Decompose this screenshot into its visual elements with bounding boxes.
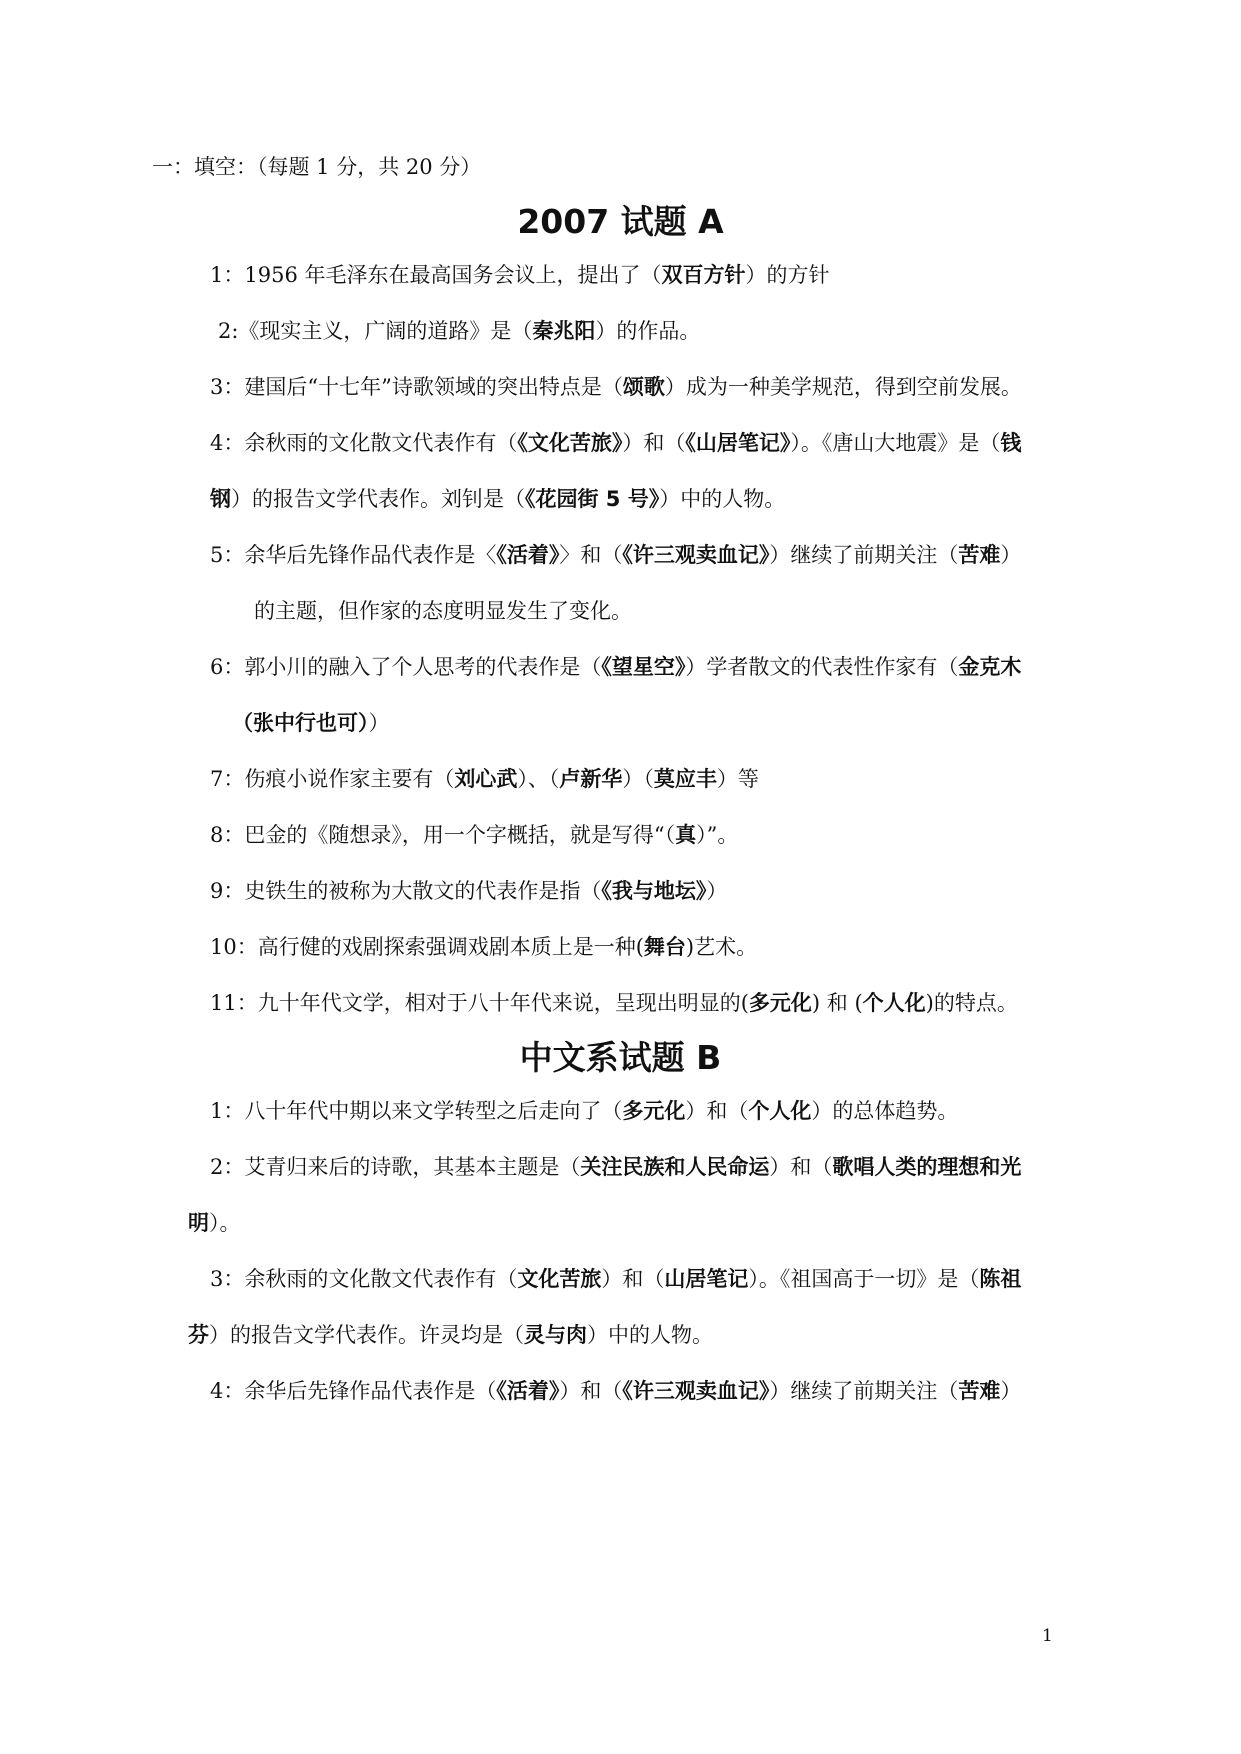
question-line: [210, 652, 1021, 682]
question-line: [188, 1208, 241, 1238]
answer-text: 文化苦旅: [517, 1267, 602, 1291]
question-text: ）学者散文的代表性作家有（: [685, 655, 959, 679]
question-text: 10：高行健的戏剧探索强调戏剧本质上是一种(: [210, 935, 644, 959]
question-text: 的主题，但作家的态度明显发生了变化。: [254, 599, 632, 623]
answer-text: 陈祖: [979, 1267, 1022, 1291]
answer-text: 灵与肉: [524, 1323, 587, 1347]
answer-text: 《山居笔记》: [685, 431, 791, 455]
answer-text: 秦兆阳: [532, 319, 596, 343]
answer-text: 莫应丰: [653, 767, 717, 791]
question-line: [210, 1096, 958, 1126]
question-text: ）。: [209, 1211, 241, 1235]
question-text: 8：巴金的《随想录》，用一个字概括，就是写得“（: [210, 823, 676, 847]
question-line: [218, 316, 700, 346]
question-text: ) 和 (: [811, 991, 863, 1015]
answer-text: 舞台: [643, 935, 686, 959]
question-text: ）的报告文学代表作。许灵均是（: [209, 1323, 524, 1347]
question-text: 7：伤痕小说作家主要有（: [210, 767, 455, 791]
question-text: ）和（: [769, 1155, 833, 1179]
answer-text: 个人化: [862, 991, 926, 1015]
answer-text: 刘心武: [454, 767, 518, 791]
exam-b-title: 中文系试题 B: [519, 1038, 722, 1077]
question-text: ）、（: [517, 767, 560, 791]
question-text: 4：余秋雨的文化散文代表作有（: [210, 431, 518, 455]
answer-text: 关注民族和人民命运: [580, 1155, 770, 1179]
answer-text: 金克木: [958, 655, 1022, 679]
question-text: )艺术。: [685, 935, 758, 959]
answer-text: 《活着》: [496, 543, 560, 567]
question-line: [210, 260, 829, 290]
question-text: ）: [368, 711, 390, 735]
question-text: ）。《唐山大地震》是（: [790, 431, 1001, 455]
question-text: ）: [1000, 1379, 1022, 1403]
answer-text: 山居笔记: [664, 1267, 749, 1291]
question-line: [210, 932, 757, 962]
question-text: 5：余华后先锋作品代表作是〈: [210, 543, 497, 567]
answer-text: 颂歌: [622, 375, 665, 399]
question-line: [188, 1320, 713, 1350]
answer-text: （张中行也可）: [232, 711, 369, 735]
question-text: ）和（: [685, 1099, 749, 1123]
question-line: [210, 484, 785, 514]
question-line: [210, 540, 1021, 570]
question-text: 1：八十年代中期以来文学转型之后走向了（: [210, 1099, 623, 1123]
answer-text: 《文化苦旅》: [517, 431, 623, 455]
answer-text: 钱: [1000, 431, 1022, 455]
question-line: [232, 708, 390, 738]
question-text: ）（: [622, 767, 654, 791]
answer-text: 歌唱人类的理想和光: [832, 1155, 1022, 1179]
question-text: 1：1956 年毛泽东在最高国务会议上，提出了（: [210, 263, 662, 287]
exam-a-title: 2007 试题 A: [517, 202, 724, 241]
question-line: [210, 428, 1021, 458]
answer-text: 卢新华: [559, 767, 623, 791]
question-text: 11：九十年代文学，相对于八十年代来说，呈现出明显的(: [210, 991, 749, 1015]
question-text: ）的报告文学代表作。刘钊是（: [231, 487, 525, 511]
question-text: ）的总体趋势。: [811, 1099, 959, 1123]
question-text: 3：建国后“十七年”诗歌领域的突出特点是（: [210, 375, 623, 399]
question-text: 2：艾青归来后的诗歌，其基本主题是（: [210, 1155, 581, 1179]
question-text: ）”。: [696, 823, 739, 847]
question-text: ）继续了前期关注（: [769, 1379, 959, 1403]
answer-text: 苦难: [958, 543, 1001, 567]
question-text: ）中的人物。: [587, 1323, 713, 1347]
answer-text: 个人化: [748, 1099, 812, 1123]
question-line: [210, 820, 738, 850]
answer-text: 《许三观卖血记》: [622, 543, 770, 567]
question-text: 9：史铁生的被称为大散文的代表作是指（: [210, 879, 602, 903]
section-header: 一：填空：（每题 1 分，共 20 分）: [152, 155, 482, 179]
answer-text: 苦难: [958, 1379, 1001, 1403]
answer-text: 真: [675, 823, 697, 847]
answer-text: 《望星空》: [601, 655, 686, 679]
question-text: ）成为一种美学规范，得到空前发展。: [664, 375, 1022, 399]
question-text: ）的方针: [745, 263, 830, 287]
question-text: 2:《现实主义，广阔的道路》是（: [218, 319, 533, 343]
answer-text: 双百方针: [661, 263, 746, 287]
question-line: [210, 1376, 1021, 1406]
question-text: 4：余华后先锋作品代表作是（: [210, 1379, 497, 1403]
question-text: ）等: [716, 767, 759, 791]
answer-text: 《我与地坛》: [601, 879, 707, 903]
question-text: ）中的人物。: [659, 487, 786, 511]
answer-text: 《活着》: [496, 1379, 560, 1403]
answer-text: 明: [188, 1211, 209, 1235]
question-text: 6：郭小川的融入了个人思考的代表作是（: [210, 655, 602, 679]
question-text: ）: [1000, 543, 1022, 567]
question-line: [210, 1264, 1021, 1294]
question-line: [254, 596, 632, 626]
page-number: 1: [1042, 1626, 1053, 1646]
answer-text: 《许三观卖血记》: [622, 1379, 770, 1403]
answer-text: 芬: [188, 1323, 209, 1347]
question-line: [210, 1152, 1021, 1182]
question-text: )的特点。: [925, 991, 1018, 1015]
question-line: [210, 988, 1018, 1018]
question-line: [210, 372, 1022, 402]
question-line: [210, 764, 759, 794]
question-text: ）。《祖国高于一切》是（: [748, 1267, 980, 1291]
question-text: ）继续了前期关注（: [769, 543, 959, 567]
question-text: ）和（: [622, 431, 686, 455]
answer-text: 多元化: [748, 991, 812, 1015]
question-text: ）: [706, 879, 728, 903]
question-text: 〉和（: [559, 543, 623, 567]
question-text: 3：余秋雨的文化散文代表作有（: [210, 1267, 518, 1291]
question-text: ）和（: [559, 1379, 623, 1403]
question-line: [210, 876, 727, 906]
answer-text: 多元化: [622, 1099, 686, 1123]
question-text: ）的作品。: [595, 319, 701, 343]
answer-text: 钢: [210, 487, 231, 511]
answer-text: 《花园街 5 号》: [525, 487, 660, 511]
question-text: ）和（: [601, 1267, 665, 1291]
